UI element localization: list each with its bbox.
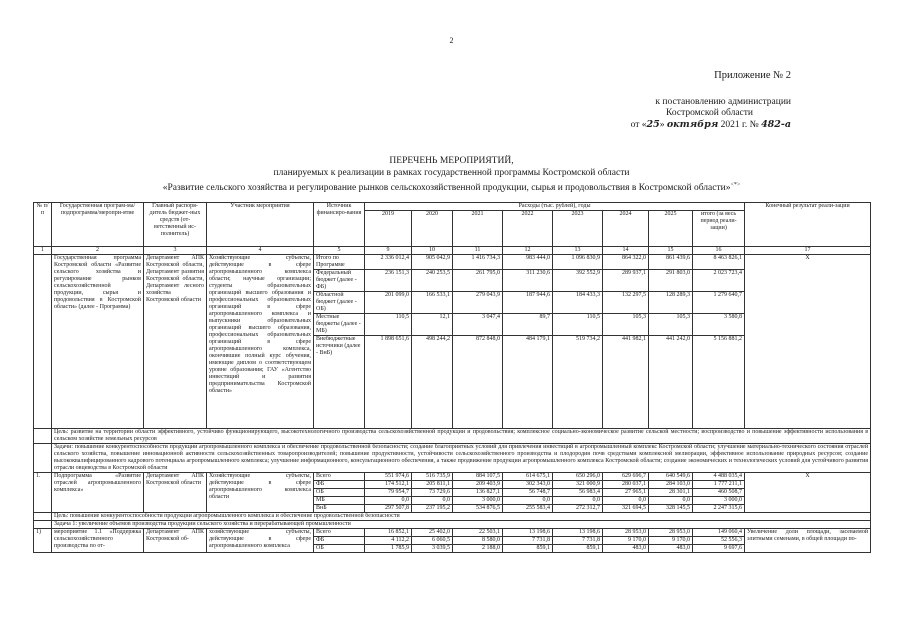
value-cell: 2 247 315,6 (693, 505, 745, 513)
value-cell: 28 301,1 (649, 489, 693, 497)
value-cell: 174 512,1 (365, 481, 412, 489)
value-cell: 2 023 723,4 (693, 270, 745, 292)
value-cell: 240 253,5 (412, 270, 453, 292)
value-cell: 551 974,6 (365, 473, 412, 481)
value-cell: 289 937,1 (603, 270, 649, 292)
value-cell: 640 549,6 (649, 473, 693, 481)
value-cell: 149 060,4 (693, 529, 745, 537)
program-num (34, 255, 52, 429)
value-cell: 8 463 826,1 (693, 255, 745, 270)
measures-table (33, 202, 871, 553)
page-number: 2 (449, 36, 454, 45)
value-cell: 2 188,0 (453, 545, 503, 553)
value-cell: 8 580,0 (453, 537, 503, 545)
value-cell: 321 000,9 (553, 481, 603, 489)
subprogram-result: Х (745, 473, 871, 513)
col-index: 15 (649, 247, 693, 255)
value-cell: 650 296,0 (553, 473, 603, 481)
header-year: 2025 (649, 211, 693, 247)
value-cell: 3 047,4 (453, 314, 503, 336)
source-cell: ФБ (314, 537, 365, 545)
source-cell: Внебюджетные источники (далее - ВнБ) (314, 336, 365, 429)
source-cell: Всего (314, 529, 365, 537)
title-footnote-mark: <*> (730, 182, 741, 188)
value-cell: 6 060,5 (412, 537, 453, 545)
value-cell: 280 037,1 (603, 481, 649, 489)
header-total: итого (за весь период реали-зации) (693, 211, 745, 247)
header-year: 2024 (603, 211, 649, 247)
value-cell: 237 195,2 (412, 505, 453, 513)
measure-manager: Департамент АПК Костромской об- (144, 529, 207, 553)
value-cell: 516 735,9 (412, 473, 453, 481)
source-cell: ОБ (314, 545, 365, 553)
value-cell: 272 312,7 (553, 505, 603, 513)
value-cell: 7 731,8 (503, 537, 553, 545)
source-cell: Федеральный бюджет (далее - ФБ) (314, 270, 365, 292)
value-cell: 2 336 012,4 (365, 255, 412, 270)
source-cell: ФБ (314, 481, 365, 489)
value-cell: 1 279 640,7 (693, 292, 745, 314)
header-year: 2019 (365, 211, 412, 247)
decree-month: октября (666, 119, 719, 130)
header-expenses: Расходы (тыс. рублей), годы (365, 203, 745, 211)
header-num: № п/п (34, 203, 52, 247)
col-index: 3 (144, 247, 207, 255)
value-cell: 27 965,1 (603, 489, 649, 497)
value-cell: 5 156 881,2 (693, 336, 745, 429)
source-cell: Областной бюджет (далее - ОБ) (314, 292, 365, 314)
value-cell: 13 198,6 (503, 529, 553, 537)
decree-prefix: от « (630, 120, 647, 130)
subprogram-task: Задача 1: увеличение объемов производства продукции сельского хозяйства и перерабатывающей промышленности (52, 521, 871, 529)
empty-cell (34, 513, 52, 521)
value-cell: 321 694,5 (603, 505, 649, 513)
value-cell: 1 898 651,6 (365, 336, 412, 429)
decree-day: 25 (646, 119, 660, 130)
appendix-label: Приложение № 2 (714, 70, 791, 81)
value-cell: 498 244,2 (412, 336, 453, 429)
decree-line-2: Костромской области (666, 108, 753, 118)
value-cell: 56 983,4 (553, 489, 603, 497)
decree-year: 2021 г. № (720, 120, 759, 130)
col-index: 14 (603, 247, 649, 255)
value-cell: 441 982,1 (603, 336, 649, 429)
value-cell: 7 731,8 (553, 537, 603, 545)
value-cell: 1 785,9 (365, 545, 412, 553)
value-cell: 16 852,1 (365, 529, 412, 537)
value-cell: 1 777 211,1 (693, 481, 745, 489)
decree-mid: » (659, 120, 665, 130)
value-cell: 392 552,9 (553, 270, 603, 292)
value-cell: 460 508,7 (693, 489, 745, 497)
value-cell: 25 402,0 (412, 529, 453, 537)
value-cell: 13 198,6 (553, 529, 603, 537)
measure-name: мероприятие 1.1 «Поддержка сельскохозяйственного производства по от- (52, 529, 144, 553)
value-cell: 205 811,1 (412, 481, 453, 489)
value-cell: 28 953,0 (603, 529, 649, 537)
value-cell: 28 953,0 (649, 529, 693, 537)
value-cell: 56 748,7 (503, 489, 553, 497)
value-cell: 302 343,0 (503, 481, 553, 489)
value-cell: 279 043,9 (453, 292, 503, 314)
empty-cell (34, 429, 52, 444)
col-index: 12 (503, 247, 553, 255)
value-cell: 872 848,0 (453, 336, 503, 429)
value-cell: 3 000,0 (693, 497, 745, 505)
value-cell: 22 503,1 (453, 529, 503, 537)
value-cell: 0,0 (553, 497, 603, 505)
value-cell: 9 697,6 (693, 545, 745, 553)
value-cell: 614 675,1 (503, 473, 553, 481)
value-cell: 311 230,6 (503, 270, 553, 292)
value-cell: 291 803,0 (649, 270, 693, 292)
value-cell: 110,5 (365, 314, 412, 336)
header-manager: Главный распоря-дитель бюджет-ных средств (от-ветственный ис-полнитель) (144, 203, 207, 247)
source-cell: Местные бюджеты (далее - МБ) (314, 314, 365, 336)
value-cell: 0,0 (503, 497, 553, 505)
value-cell: 519 734,2 (553, 336, 603, 429)
decree-line-1: к постановлению администрации (655, 97, 791, 107)
value-cell: 284 103,0 (649, 481, 693, 489)
value-cell: 89,7 (503, 314, 553, 336)
col-index: 1 (34, 247, 52, 255)
title-line-2: планируемых к реализации в рамках государственной программы Костромской области (273, 168, 630, 178)
value-cell: 201 099,0 (365, 292, 412, 314)
source-cell: Итого по Программе (314, 255, 365, 270)
measure-result: Увеличение доли площади, засеваемой элитными семенами, в общей площади по- (745, 529, 871, 553)
col-index: 2 (52, 247, 144, 255)
source-cell: МБ (314, 497, 365, 505)
value-cell: 0,0 (649, 497, 693, 505)
value-cell: 4 488 035,4 (693, 473, 745, 481)
value-cell: 441 242,0 (649, 336, 693, 429)
value-cell: 166 533,1 (412, 292, 453, 314)
col-index: 11 (453, 247, 503, 255)
value-cell: 629 696,7 (603, 473, 649, 481)
value-cell: 105,3 (649, 314, 693, 336)
col-index: 4 (207, 247, 314, 255)
value-cell: 128 289,3 (649, 292, 693, 314)
value-cell: 483,0 (649, 545, 693, 553)
value-cell: 0,0 (603, 497, 649, 505)
subprogram-manager: Департамент АПК Костромской области (144, 473, 207, 513)
col-index: 5 (314, 247, 365, 255)
value-cell: 236 151,3 (365, 270, 412, 292)
subprogram-participant: Хозяйствующие субъекты, действующие в сфере агропромышленного комплекса области (207, 473, 314, 513)
value-cell: 52 556,3 (693, 537, 745, 545)
value-cell: 0,0 (412, 497, 453, 505)
col-index: 13 (553, 247, 603, 255)
empty-cell (34, 444, 52, 473)
source-cell: ОБ (314, 489, 365, 497)
value-cell: 328 145,5 (649, 505, 693, 513)
program-participant: Хозяйствующие субъекты, действующие в сфере агропромышленного комплекса области; научные организации; студенты образовательных организаций высшего образования и профессиональных образовательных организаций в сфере агропромышленного комплекса и выпускники образовательных организаций высшего образования, профессиональных образовательных организаций в сфере агропромышленного комплекса, окончившие полный курс обучения, имеющие диплом о соответствующем уровне образования; ГАУ «Агентство инвестиций и развития предпринимательства Костромской области» (207, 255, 314, 429)
value-cell: 983 444,0 (503, 255, 553, 270)
decree-number: 482-а (761, 119, 791, 130)
program-name: Государственная программа Костромской области «Развитие сельского хозяйства и регулирование рынков сельскохозяйственной продукции, сырья и продовольствия в Костромской области» (далее - Программа) (52, 255, 144, 429)
value-cell: 132 297,5 (603, 292, 649, 314)
title-line-3 (0, 179, 903, 194)
program-result: Х (745, 255, 871, 429)
value-cell: 297 507,8 (365, 505, 412, 513)
value-cell: 110,5 (553, 314, 603, 336)
value-cell: 9 170,0 (603, 537, 649, 545)
value-cell: 864 322,0 (603, 255, 649, 270)
col-index: 16 (693, 247, 745, 255)
program-manager: Департамент АПК Костромской области, Департамент развития Костромской области, Департамент лесного хозяйства Костромской области (144, 255, 207, 429)
program-tasks: Задачи: повышение конкурентоспособности продукции агропромышленного комплекса и обеспечение продовольственной безопасности; создание благоприятных условий для привлечения инвестиций в агропромышленный комплекс Костромской области; улучшение материально-технического состояния отраслей сельского хозяйства, повышение инновационной активности сельскохозяйственных товаропроизводителей; повышение продуктивности, устойчивости сельскохозяйственного производства и плодородия почв средствами комплексной мелиорации, эффективное использование природных ресурсов; создание высококвалифицированного кадрового потенциала агропромышленного комплекса; улучшение информационного, консультационного обеспечения, а также продвижение продукции агропромышленного комплекса Костромской области; создание экономических и технологических условий для устойчивого развития отрасли овцеводства в Костромской области (52, 444, 871, 473)
value-cell: 859,1 (553, 545, 603, 553)
header-year: 2020 (412, 211, 453, 247)
value-cell: 187 944,6 (503, 292, 553, 314)
value-cell: 73 729,6 (412, 489, 453, 497)
value-cell: 184 433,3 (553, 292, 603, 314)
value-cell: 79 954,7 (365, 489, 412, 497)
header-program: Государственная програм-ма/подпрограмма/меропри-ятие (52, 203, 144, 247)
value-cell: 905 042,9 (412, 255, 453, 270)
value-cell: 3 580,8 (693, 314, 745, 336)
value-cell: 484 179,1 (503, 336, 553, 429)
empty-cell (34, 521, 52, 529)
subprogram-name: Подпрограмма «Развитие отраслей агропромышленного комплекса» (52, 473, 144, 513)
value-cell: 255 583,4 (503, 505, 553, 513)
subprogram-num: 1. (34, 473, 52, 513)
value-cell: 136 827,1 (453, 489, 503, 497)
value-cell: 105,3 (603, 314, 649, 336)
program-goal: Цель: развитие на территории области эффективного, устойчиво функционирующего, высокотехнологичного производства сельскохозяйственной продукции и продовольствия; комплексное социально-экономическое развитие сельской местности; воспроизводство и повышение эффективности использования в сельском хозяйстве земельных ресурсов (52, 429, 871, 444)
source-cell: ВнБ (314, 505, 365, 513)
header-year: 2022 (503, 211, 553, 247)
col-index: 9 (365, 247, 412, 255)
title-program-name: «Развитие сельского хозяйства и регулирование рынков сельскохозяйственной продукции, сырья и продовольствия в Костромской области» (162, 183, 731, 194)
title-line-1: ПЕРЕЧЕНЬ МЕРОПРИЯТИЙ, (389, 156, 514, 166)
subprogram-goal: Цель: повышение конкурентоспособности продукции агропромышленного комплекса и обеспечение продовольственной безопасности (52, 513, 871, 521)
value-cell: 1 416 734,3 (453, 255, 503, 270)
value-cell: 9 170,0 (649, 537, 693, 545)
decree-date-line (631, 119, 791, 130)
value-cell: 209 403,9 (453, 481, 503, 489)
value-cell: 3 039,5 (412, 545, 453, 553)
value-cell: 4 112,2 (365, 537, 412, 545)
value-cell: 884 107,5 (453, 473, 503, 481)
header-year: 2021 (453, 211, 503, 247)
value-cell: 1 096 830,9 (553, 255, 603, 270)
col-index: 17 (745, 247, 871, 255)
col-index: 10 (412, 247, 453, 255)
header-year: 2023 (553, 211, 603, 247)
header-participant: Участник мероприятия (207, 203, 314, 247)
measure-num: 1) (34, 529, 52, 553)
value-cell: 534 876,5 (453, 505, 503, 513)
value-cell: 859,1 (503, 545, 553, 553)
value-cell: 0,0 (365, 497, 412, 505)
source-cell: Всего (314, 473, 365, 481)
value-cell: 3 000,0 (453, 497, 503, 505)
value-cell: 261 795,0 (453, 270, 503, 292)
value-cell: 861 439,6 (649, 255, 693, 270)
value-cell: 12,1 (412, 314, 453, 336)
value-cell: 483,0 (603, 545, 649, 553)
header-source: Источник финансиро-вания (314, 203, 365, 247)
header-result: Конечный результат реали-зации (745, 203, 871, 247)
measure-participant: хозяйствующие субъекты, действующие в сфере агропромышленного комплекса (207, 529, 314, 553)
